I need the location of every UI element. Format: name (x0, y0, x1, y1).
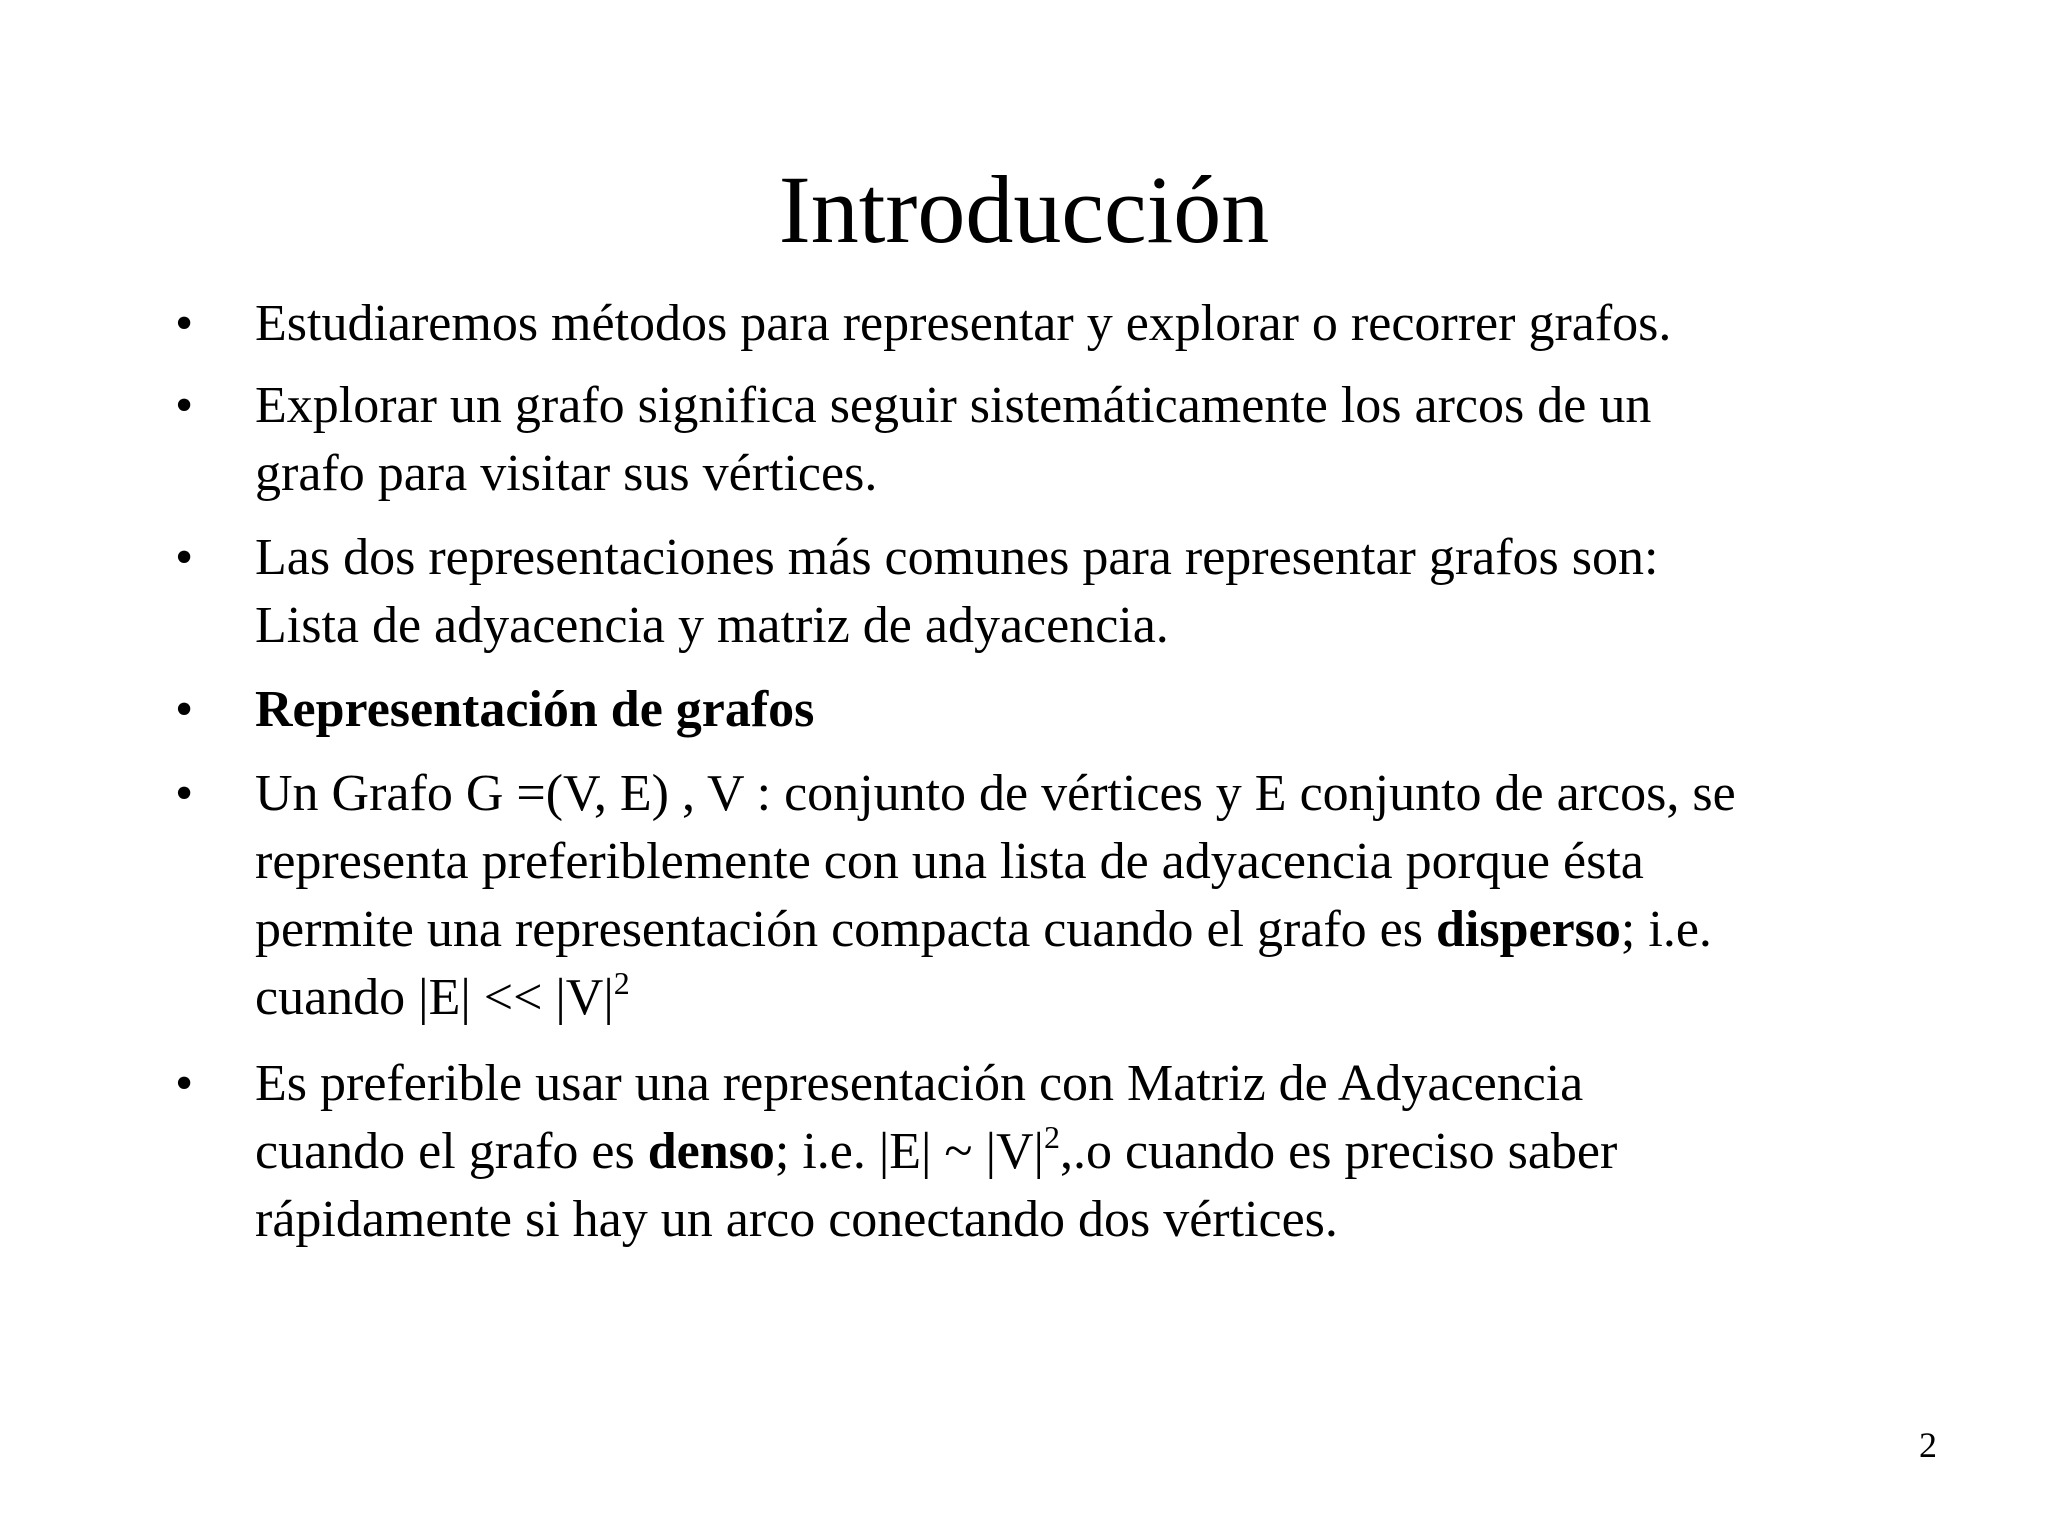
bullet-text (255, 760, 1975, 1032)
bold-heading: Representación de grafos (255, 681, 815, 738)
text-line: representa preferiblemente con una lista de adyacencia porque ésta (255, 833, 1644, 890)
slide-title: Introducción (778, 156, 1270, 263)
text-segment: ; i.e. (1620, 901, 1712, 958)
bullet-text (255, 290, 1975, 358)
text-line (255, 896, 1975, 964)
text-segment: cuando |E| << |V| (255, 969, 614, 1026)
text-line: Lista de adyacencia y matriz de adyacencia. (255, 597, 1169, 654)
bullet-text (255, 676, 1975, 744)
bullet-icon: • (175, 377, 194, 434)
text-line: Estudiaremos métodos para representar y explorar o recorrer grafos. (255, 295, 1672, 352)
bullet-icon: • (175, 295, 194, 352)
bullet-icon: • (175, 765, 194, 822)
text-line: grafo para visitar sus vértices. (255, 445, 878, 502)
text-line (255, 676, 1975, 744)
bullet-icon: • (175, 681, 194, 738)
text-line: Un Grafo G =(V, E) , V : conjunto de vértices y E conjunto de arcos, se (255, 765, 1736, 822)
text-line: rápidamente si hay un arco conectando dos vértices. (255, 1191, 1338, 1248)
page-number: 2 (1919, 1425, 1937, 1465)
superscript: 2 (1043, 1119, 1060, 1155)
bullet-text (255, 372, 1975, 508)
text-segment: ; i.e. |E| ~ |V| (774, 1123, 1044, 1180)
bullet-icon: • (175, 1055, 194, 1112)
text-segment: cuando el grafo es (255, 1123, 648, 1180)
bold-term-denso: denso (647, 1123, 775, 1180)
bullet-text (255, 1050, 1975, 1254)
superscript: 2 (613, 965, 630, 1001)
bullet-text (255, 524, 1975, 660)
bullet-icon: • (175, 529, 194, 586)
text-line (255, 1118, 1975, 1186)
text-line (255, 964, 1975, 1032)
text-segment: ,.o cuando es preciso saber (1059, 1123, 1618, 1180)
text-line: Las dos representaciones más comunes para representar grafos son: (255, 529, 1659, 586)
text-segment: permite una representación compacta cuando el grafo es (255, 901, 1436, 958)
text-line: Explorar un grafo significa seguir sistemáticamente los arcos de un (255, 377, 1652, 434)
text-line: Es preferible usar una representación con Matriz de Adyacencia (255, 1055, 1584, 1112)
bold-term-disperso: disperso (1436, 901, 1621, 958)
